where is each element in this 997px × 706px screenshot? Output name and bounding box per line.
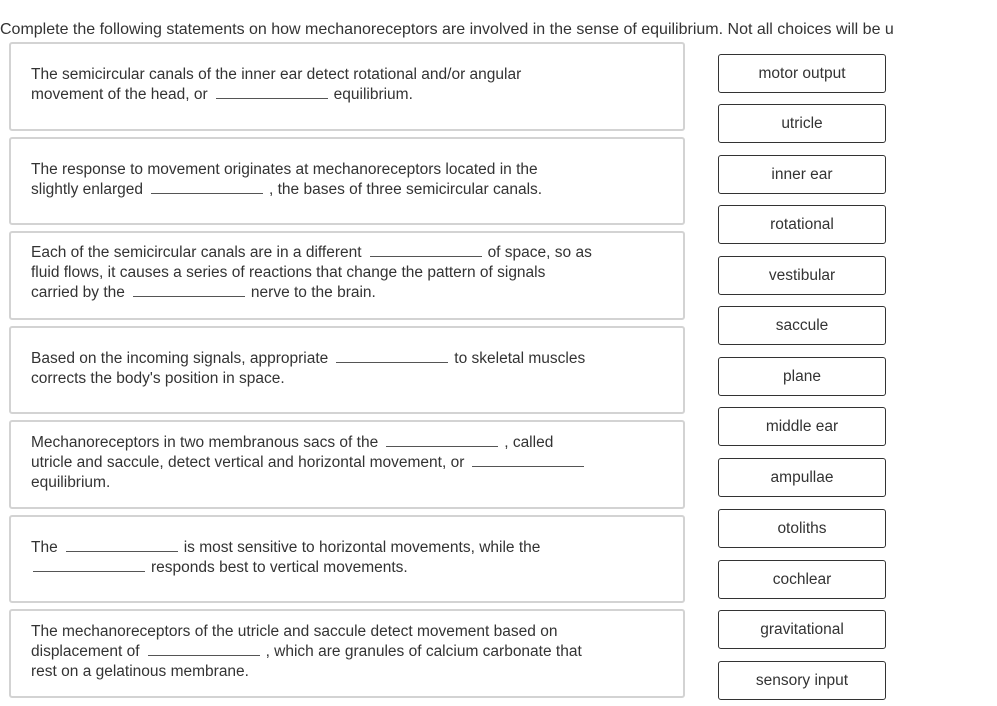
statement-text: is most sensitive to horizontal movements, while the xyxy=(183,539,541,556)
choice-vestibular[interactable]: vestibular xyxy=(718,256,886,295)
answer-blank[interactable] xyxy=(151,181,263,194)
statement-text: responds best to vertical movements. xyxy=(151,559,408,576)
statement-card-7 xyxy=(9,609,685,698)
statement-text: The semicircular canals of the inner ear detect rotational and/or angular xyxy=(31,66,522,83)
statement-text: rest on a gelatinous membrane. xyxy=(31,663,249,680)
statement-text: utricle and saccule, detect vertical and horizontal movement, or xyxy=(31,454,465,471)
statement-text: equilibrium. xyxy=(31,474,111,491)
choice-sensory-input[interactable]: sensory input xyxy=(718,661,886,700)
choice-utricle[interactable]: utricle xyxy=(718,104,886,143)
statement-card-4 xyxy=(9,326,685,414)
answer-blank[interactable] xyxy=(336,350,448,363)
statement-text: The response to movement originates at mechanoreceptors located in the xyxy=(31,161,538,178)
instructions: Complete the following statements on how mechanoreceptors are involved in the sense of equilibrium. Not all choices will be u xyxy=(0,21,894,38)
answer-blank[interactable] xyxy=(216,86,328,99)
choice-middle-ear[interactable]: middle ear xyxy=(718,407,886,446)
statement-card-3 xyxy=(9,231,685,320)
statement-text: , the bases of three semicircular canals. xyxy=(269,181,543,198)
choice-rotational[interactable]: rotational xyxy=(718,205,886,244)
statement-text: to skeletal muscles xyxy=(454,350,586,367)
answer-blank[interactable] xyxy=(133,284,245,297)
statement-text: equilibrium. xyxy=(333,86,413,103)
choice-ampullae[interactable]: ampullae xyxy=(718,458,886,497)
statement-card-5 xyxy=(9,420,685,509)
statement-text: slightly enlarged xyxy=(31,181,144,198)
choice-saccule[interactable]: saccule xyxy=(718,306,886,345)
answer-blank[interactable] xyxy=(386,434,498,447)
choice-cochlear[interactable]: cochlear xyxy=(718,560,886,599)
answer-blank[interactable] xyxy=(66,539,178,552)
statement-text: of space, so as xyxy=(487,244,592,261)
answer-blank[interactable] xyxy=(33,559,145,572)
choice-inner-ear[interactable]: inner ear xyxy=(718,155,886,194)
statement-text: corrects the body's position in space. xyxy=(31,370,285,387)
choice-motor-output[interactable]: motor output xyxy=(718,54,886,93)
statement-card-1 xyxy=(9,42,685,131)
statement-text: The xyxy=(31,539,58,556)
statement-card-2 xyxy=(9,137,685,225)
choice-otoliths[interactable]: otoliths xyxy=(718,509,886,548)
statement-text: The mechanoreceptors of the utricle and saccule detect movement based on xyxy=(31,623,558,640)
statement-text: Each of the semicircular canals are in a different xyxy=(31,244,362,261)
choice-gravitational[interactable]: gravitational xyxy=(718,610,886,649)
statement-text: Based on the incoming signals, appropriate xyxy=(31,350,329,367)
choice-plane[interactable]: plane xyxy=(718,357,886,396)
statement-text: , which are granules of calcium carbonate that xyxy=(265,643,582,660)
statement-text: , called xyxy=(504,434,554,451)
statement-text: Mechanoreceptors in two membranous sacs of the xyxy=(31,434,379,451)
statement-card-6 xyxy=(9,515,685,603)
answer-blank[interactable] xyxy=(472,454,584,467)
statement-text: nerve to the brain. xyxy=(250,284,376,301)
statement-text: carried by the xyxy=(31,284,125,301)
statement-text: movement of the head, or xyxy=(31,86,208,103)
statement-text: displacement of xyxy=(31,643,140,660)
answer-blank[interactable] xyxy=(148,643,260,656)
answer-blank[interactable] xyxy=(370,244,482,257)
statement-text: fluid flows, it causes a series of reactions that change the pattern of signals xyxy=(31,264,546,281)
